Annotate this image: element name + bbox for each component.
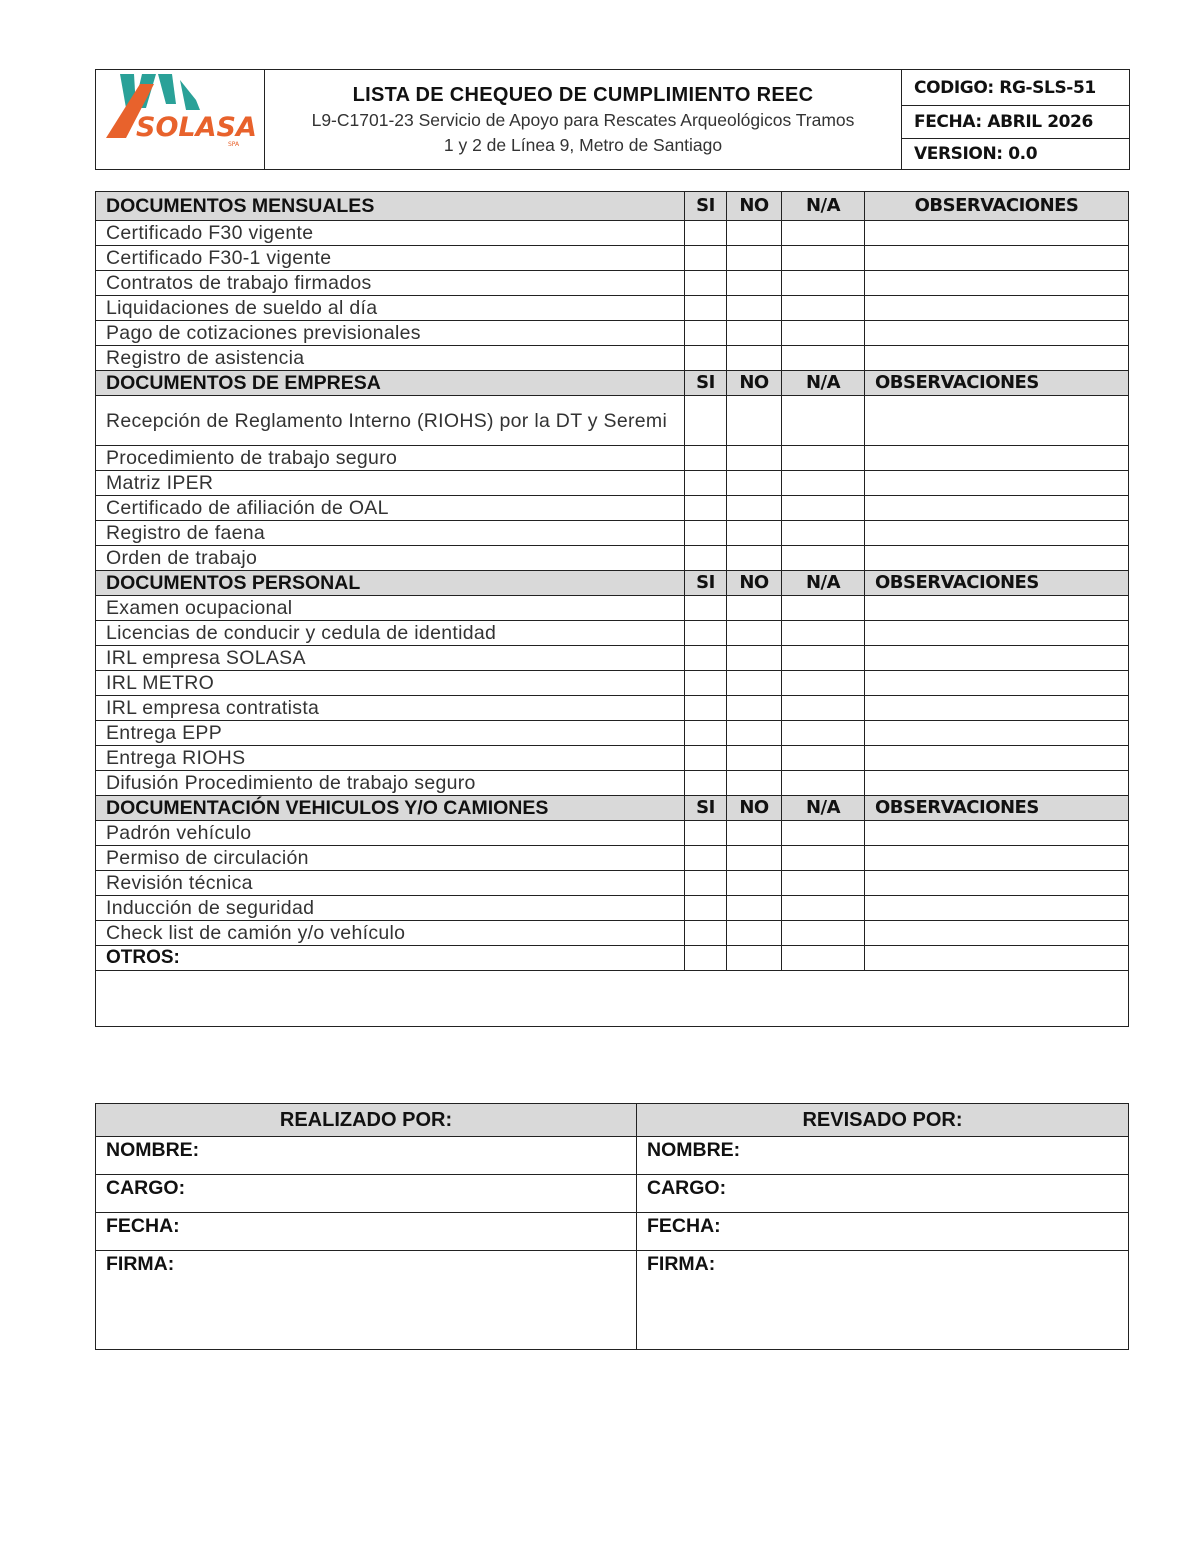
firma-label: FIRMA: xyxy=(647,1253,716,1275)
checklist-row xyxy=(96,646,1129,671)
checklist-row xyxy=(96,921,1129,946)
si-checkbox-cell[interactable] xyxy=(685,321,727,346)
si-checkbox-cell[interactable] xyxy=(685,921,727,946)
checklist-row xyxy=(96,696,1129,721)
otros-label: OTROS: xyxy=(96,946,685,971)
no-checkbox-cell[interactable] xyxy=(727,646,782,671)
si-checkbox-cell[interactable] xyxy=(685,721,727,746)
checklist-item-label: Padrón vehículo xyxy=(96,821,685,846)
observaciones-cell[interactable] xyxy=(865,771,1129,796)
na-checkbox-cell[interactable] xyxy=(782,496,865,521)
observaciones-cell[interactable] xyxy=(865,496,1129,521)
column-na-header: N/A xyxy=(782,371,865,396)
checklist-item-label: IRL empresa SOLASA xyxy=(96,646,685,671)
column-na-header: N/A xyxy=(782,796,865,821)
na-checkbox-cell[interactable] xyxy=(782,471,865,496)
na-checkbox-cell[interactable] xyxy=(782,296,865,321)
checklist-item-label: Permiso de circulación xyxy=(96,846,685,871)
checklist-row xyxy=(96,496,1129,521)
checklist-row xyxy=(96,546,1129,571)
column-na-header: N/A xyxy=(782,571,865,596)
revisado-cargo-field[interactable] xyxy=(637,1175,1129,1213)
checklist-row xyxy=(96,671,1129,696)
si-checkbox-cell[interactable] xyxy=(685,821,727,846)
observaciones-cell[interactable] xyxy=(865,746,1129,771)
realizado-fecha-field[interactable] xyxy=(96,1213,637,1251)
realizado-cargo-field[interactable] xyxy=(96,1175,637,1213)
na-checkbox-cell[interactable] xyxy=(782,246,865,271)
document-header xyxy=(95,69,1130,170)
na-checkbox-cell[interactable] xyxy=(782,396,865,446)
no-checkbox-cell[interactable] xyxy=(727,396,782,446)
observaciones-cell[interactable] xyxy=(865,671,1129,696)
no-checkbox-cell[interactable] xyxy=(727,821,782,846)
column-no-header: NO xyxy=(727,192,782,221)
na-checkbox-cell[interactable] xyxy=(782,946,865,971)
si-checkbox-cell[interactable] xyxy=(685,446,727,471)
document-subtitle-line1: L9-C1701-23 Servicio de Apoyo para Rescates Arqueológicos Tramos xyxy=(311,110,855,130)
observaciones-cell[interactable] xyxy=(865,921,1129,946)
checklist-item-label: Revisión técnica xyxy=(96,871,685,896)
na-checkbox-cell[interactable] xyxy=(782,546,865,571)
cargo-label: CARGO: xyxy=(647,1177,727,1199)
section-title: DOCUMENTOS DE EMPRESA xyxy=(96,371,685,396)
na-checkbox-cell[interactable] xyxy=(782,596,865,621)
document-subtitle-line2: 1 y 2 de Línea 9, Metro de Santiago xyxy=(443,135,723,155)
checklist-item-label: Certificado de afiliación de OAL xyxy=(96,496,685,521)
observaciones-cell[interactable] xyxy=(865,471,1129,496)
na-checkbox-cell[interactable] xyxy=(782,871,865,896)
checklist-item-label: Matriz IPER xyxy=(96,471,685,496)
realizado-firma-field[interactable] xyxy=(96,1251,637,1350)
si-checkbox-cell[interactable] xyxy=(685,946,727,971)
na-checkbox-cell[interactable] xyxy=(782,221,865,246)
na-checkbox-cell[interactable] xyxy=(782,821,865,846)
checklist-table xyxy=(95,191,1129,1027)
observaciones-cell[interactable] xyxy=(865,246,1129,271)
si-checkbox-cell[interactable] xyxy=(685,271,727,296)
si-checkbox-cell[interactable] xyxy=(685,846,727,871)
checklist-item-label: Licencias de conducir y cedula de identidad xyxy=(96,621,685,646)
no-checkbox-cell[interactable] xyxy=(727,621,782,646)
si-checkbox-cell[interactable] xyxy=(685,521,727,546)
checklist-item-label: Orden de trabajo xyxy=(96,546,685,571)
column-no-header: NO xyxy=(727,571,782,596)
checklist-row xyxy=(96,346,1129,371)
column-na-header: N/A xyxy=(782,192,865,221)
si-checkbox-cell[interactable] xyxy=(685,471,727,496)
no-checkbox-cell[interactable] xyxy=(727,346,782,371)
checklist-row xyxy=(96,596,1129,621)
checklist-row xyxy=(96,296,1129,321)
checklist-item-label: Check list de camión y/o vehículo xyxy=(96,921,685,946)
revisado-nombre-field[interactable] xyxy=(637,1137,1129,1175)
observaciones-cell[interactable] xyxy=(865,596,1129,621)
document-title: LISTA DE CHEQUEO DE CUMPLIMIENTO REEC xyxy=(352,84,814,106)
na-checkbox-cell[interactable] xyxy=(782,771,865,796)
section-title: DOCUMENTACIÓN VEHICULOS Y/O CAMIONES xyxy=(96,796,685,821)
column-no-header: NO xyxy=(727,796,782,821)
observaciones-cell[interactable] xyxy=(865,546,1129,571)
si-checkbox-cell[interactable] xyxy=(685,896,727,921)
si-checkbox-cell[interactable] xyxy=(685,546,727,571)
si-checkbox-cell[interactable] xyxy=(685,496,727,521)
observaciones-cell[interactable] xyxy=(865,821,1129,846)
section-header-row xyxy=(96,796,1129,821)
na-checkbox-cell[interactable] xyxy=(782,446,865,471)
si-checkbox-cell[interactable] xyxy=(685,296,727,321)
no-checkbox-cell[interactable] xyxy=(727,921,782,946)
si-checkbox-cell[interactable] xyxy=(685,596,727,621)
revisado-fecha-field[interactable] xyxy=(637,1213,1129,1251)
na-checkbox-cell[interactable] xyxy=(782,521,865,546)
na-checkbox-cell[interactable] xyxy=(782,271,865,296)
no-checkbox-cell[interactable] xyxy=(727,596,782,621)
si-checkbox-cell[interactable] xyxy=(685,746,727,771)
otros-notes-area[interactable] xyxy=(96,971,1129,1027)
si-checkbox-cell[interactable] xyxy=(685,771,727,796)
fecha-label: FECHA: xyxy=(647,1215,721,1237)
otros-row xyxy=(96,946,1129,971)
observaciones-cell[interactable] xyxy=(865,871,1129,896)
checklist-row xyxy=(96,896,1129,921)
column-si-header: SI xyxy=(685,796,727,821)
na-checkbox-cell[interactable] xyxy=(782,746,865,771)
checklist-item-label: Recepción de Reglamento Interno (RIOHS) por la DT y Seremi xyxy=(96,396,685,446)
column-observaciones-header: OBSERVACIONES xyxy=(865,571,1129,596)
checklist-item-label: Certificado F30-1 vigente xyxy=(96,246,685,271)
column-si-header: SI xyxy=(685,371,727,396)
no-checkbox-cell[interactable] xyxy=(727,946,782,971)
si-checkbox-cell[interactable] xyxy=(685,246,727,271)
checklist-row xyxy=(96,396,1129,446)
checklist-row xyxy=(96,271,1129,296)
checklist-row xyxy=(96,446,1129,471)
checklist-row xyxy=(96,721,1129,746)
realizado-por-header: REALIZADO POR: xyxy=(96,1104,637,1137)
checklist-row xyxy=(96,821,1129,846)
na-checkbox-cell[interactable] xyxy=(782,346,865,371)
checklist-row xyxy=(96,321,1129,346)
checklist-item-label: Contratos de trabajo firmados xyxy=(96,271,685,296)
revisado-firma-field[interactable] xyxy=(637,1251,1129,1350)
na-checkbox-cell[interactable] xyxy=(782,696,865,721)
checklist-item-label: Registro de faena xyxy=(96,521,685,546)
na-checkbox-cell[interactable] xyxy=(782,671,865,696)
firma-label: FIRMA: xyxy=(106,1253,175,1275)
checklist-item-label: IRL METRO xyxy=(96,671,685,696)
no-checkbox-cell[interactable] xyxy=(727,471,782,496)
no-checkbox-cell[interactable] xyxy=(727,521,782,546)
checklist-item-label: Procedimiento de trabajo seguro xyxy=(96,446,685,471)
na-checkbox-cell[interactable] xyxy=(782,721,865,746)
checklist-item-label: Difusión Procedimiento de trabajo seguro xyxy=(96,771,685,796)
checklist-row xyxy=(96,471,1129,496)
si-checkbox-cell[interactable] xyxy=(685,696,727,721)
title-block xyxy=(265,70,902,170)
observaciones-cell[interactable] xyxy=(865,296,1129,321)
revisado-por-header: REVISADO POR: xyxy=(637,1104,1129,1137)
observaciones-cell[interactable] xyxy=(865,221,1129,246)
fecha-field: FECHA: ABRIL 2026 xyxy=(902,106,1130,138)
no-checkbox-cell[interactable] xyxy=(727,246,782,271)
no-checkbox-cell[interactable] xyxy=(727,271,782,296)
checklist-item-label: Examen ocupacional xyxy=(96,596,685,621)
no-checkbox-cell[interactable] xyxy=(727,696,782,721)
si-checkbox-cell[interactable] xyxy=(685,221,727,246)
column-observaciones-header: OBSERVACIONES xyxy=(865,796,1129,821)
checklist-row xyxy=(96,746,1129,771)
cargo-label: CARGO: xyxy=(106,1177,186,1199)
no-checkbox-cell[interactable] xyxy=(727,846,782,871)
section-title: DOCUMENTOS MENSUALES xyxy=(96,192,685,221)
na-checkbox-cell[interactable] xyxy=(782,646,865,671)
observaciones-cell[interactable] xyxy=(865,446,1129,471)
observaciones-cell[interactable] xyxy=(865,646,1129,671)
checklist-item-label: IRL empresa contratista xyxy=(96,696,685,721)
observaciones-cell[interactable] xyxy=(865,396,1129,446)
si-checkbox-cell[interactable] xyxy=(685,871,727,896)
section-header-row xyxy=(96,192,1129,221)
checklist-item-label: Inducción de seguridad xyxy=(96,896,685,921)
no-checkbox-cell[interactable] xyxy=(727,896,782,921)
na-checkbox-cell[interactable] xyxy=(782,921,865,946)
si-checkbox-cell[interactable] xyxy=(685,346,727,371)
checklist-row xyxy=(96,871,1129,896)
observaciones-cell[interactable] xyxy=(865,946,1129,971)
checklist-row xyxy=(96,846,1129,871)
column-si-header: SI xyxy=(685,192,727,221)
observaciones-cell[interactable] xyxy=(865,846,1129,871)
no-checkbox-cell[interactable] xyxy=(727,496,782,521)
si-checkbox-cell[interactable] xyxy=(685,646,727,671)
observaciones-cell[interactable] xyxy=(865,896,1129,921)
checklist-item-label: Registro de asistencia xyxy=(96,346,685,371)
column-observaciones-header: OBSERVACIONES xyxy=(865,371,1129,396)
section-header-row xyxy=(96,371,1129,396)
no-checkbox-cell[interactable] xyxy=(727,221,782,246)
no-checkbox-cell[interactable] xyxy=(727,546,782,571)
na-checkbox-cell[interactable] xyxy=(782,846,865,871)
version-field: VERSION: 0.0 xyxy=(902,138,1130,169)
checklist-row xyxy=(96,621,1129,646)
nombre-label: NOMBRE: xyxy=(647,1139,741,1161)
section-header-row xyxy=(96,571,1129,596)
observaciones-cell[interactable] xyxy=(865,696,1129,721)
na-checkbox-cell[interactable] xyxy=(782,896,865,921)
company-logo xyxy=(96,70,265,170)
checklist-item-label: Liquidaciones de sueldo al día xyxy=(96,296,685,321)
checklist-item-label: Certificado F30 vigente xyxy=(96,221,685,246)
solasa-logo-graphic xyxy=(96,70,264,164)
otros-notes-row xyxy=(96,971,1129,1027)
observaciones-cell[interactable] xyxy=(865,621,1129,646)
si-checkbox-cell[interactable] xyxy=(685,671,727,696)
no-checkbox-cell[interactable] xyxy=(727,671,782,696)
no-checkbox-cell[interactable] xyxy=(727,296,782,321)
checklist-row xyxy=(96,221,1129,246)
si-checkbox-cell[interactable] xyxy=(685,621,727,646)
logo-suffix: SPA xyxy=(228,141,240,148)
observaciones-cell[interactable] xyxy=(865,721,1129,746)
nombre-label: NOMBRE: xyxy=(106,1139,200,1161)
observaciones-cell[interactable] xyxy=(865,321,1129,346)
fecha-label: FECHA: xyxy=(106,1215,180,1237)
no-checkbox-cell[interactable] xyxy=(727,746,782,771)
checklist-item-label: Entrega EPP xyxy=(96,721,685,746)
checklist-row xyxy=(96,521,1129,546)
observaciones-cell[interactable] xyxy=(865,271,1129,296)
checklist-row xyxy=(96,771,1129,796)
observaciones-cell[interactable] xyxy=(865,346,1129,371)
realizado-nombre-field[interactable] xyxy=(96,1137,637,1175)
column-no-header: NO xyxy=(727,371,782,396)
na-checkbox-cell[interactable] xyxy=(782,321,865,346)
checklist-item-label: Entrega RIOHS xyxy=(96,746,685,771)
si-checkbox-cell[interactable] xyxy=(685,396,727,446)
checklist-item-label: Pago de cotizaciones previsionales xyxy=(96,321,685,346)
section-title: DOCUMENTOS PERSONAL xyxy=(96,571,685,596)
no-checkbox-cell[interactable] xyxy=(727,721,782,746)
codigo-field: CODIGO: RG-SLS-51 xyxy=(902,70,1130,106)
logo-text: SOLASA xyxy=(136,112,257,143)
no-checkbox-cell[interactable] xyxy=(727,871,782,896)
observaciones-cell[interactable] xyxy=(865,521,1129,546)
column-observaciones-header: OBSERVACIONES xyxy=(865,192,1129,221)
na-checkbox-cell[interactable] xyxy=(782,621,865,646)
column-si-header: SI xyxy=(685,571,727,596)
signature-table xyxy=(95,1103,1129,1350)
no-checkbox-cell[interactable] xyxy=(727,321,782,346)
checklist-row xyxy=(96,246,1129,271)
no-checkbox-cell[interactable] xyxy=(727,446,782,471)
no-checkbox-cell[interactable] xyxy=(727,771,782,796)
